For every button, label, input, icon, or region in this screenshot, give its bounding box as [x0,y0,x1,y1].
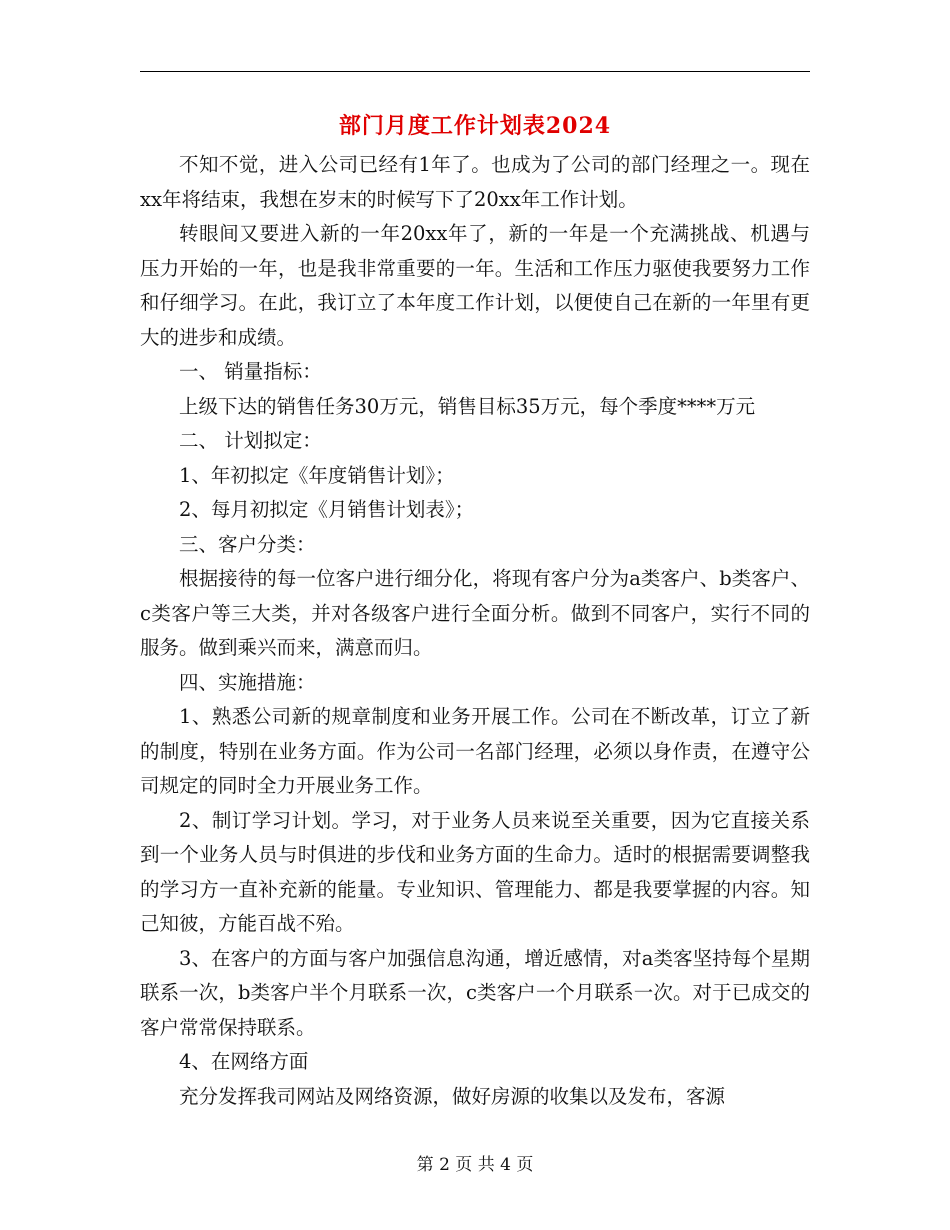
list-item: 4、在网络方面 [179,1050,309,1073]
document-title: 部门月度工作计划表2024 [338,113,612,139]
section-heading: 三、客户分类： [179,532,316,556]
list-item: 1、年初拟定《年度销售计划》； [179,463,455,487]
list-item: 2、每月初拟定《月销售计划表》； [179,498,475,521]
paragraph: 不知不觉，进入公司已经有1年了。也成为了公司的部门经理之一。现在xx年将结束，我想在岁末的时候写下了20xx年工作计划。 [140,153,810,211]
paragraph: 上级下达的销售任务30万元，销售目标35万元，每个季度****万元 [179,394,756,418]
paragraph: 根据接待的每一位客户进行细分化，将现有客户分为a类客户、b类客户、c类客户等三大类，并对各级客户进行全面分析。做到不同客户，实行不同的服务。做到乘兴而来，满意而归。 [140,567,810,659]
list-item: 3、在客户的方面与客户加强信息沟通，增近感情，对a类客坚持每个星期联系一次，b类客户半个月联系一次，c类客户一个月联系一次。对于已成交的客户常常保持联系。 [140,946,810,1039]
document-body [140,148,810,1114]
paragraph: 充分发挥我司网站及网络资源，做好房源的收集以及发布，客源 [179,1084,726,1108]
list-item: 1、熟悉公司新的规章制度和业务开展工作。公司在不断改革，订立了新的制度，特别在业务方面。作为公司一名部门经理，必须以身作责，在遵守公司规定的同时全力开展业务工作。 [140,705,810,797]
page-number: 第 2 页 共 4 页 [416,1155,534,1175]
header-rule [140,71,810,72]
section-heading: 一、 销量指标： [179,360,322,383]
section-heading: 四、实施措施： [179,670,316,694]
paragraph: 转眼间又要进入新的一年20xx年了，新的一年是一个充满挑战、机遇与压力开始的一年，也是我非常重要的一年。生活和工作压力驱使我要努力工作和仔细学习。在此，我订立了本年度工作计划，以便使自己在新的一年里有更大的进步和成绩。 [140,222,810,349]
list-item: 2、制订学习计划。学习，对于业务人员来说至关重要，因为它直接关系到一个业务人员与时俱进的步伐和业务方面的生命力。适时的根据需要调整我的学习方一直补充新的能量。专业知识、管理能力、都是我要掌握的内容。知己知彼，方能百战不殆。 [140,808,810,935]
section-heading: 二、 计划拟定： [179,429,322,452]
